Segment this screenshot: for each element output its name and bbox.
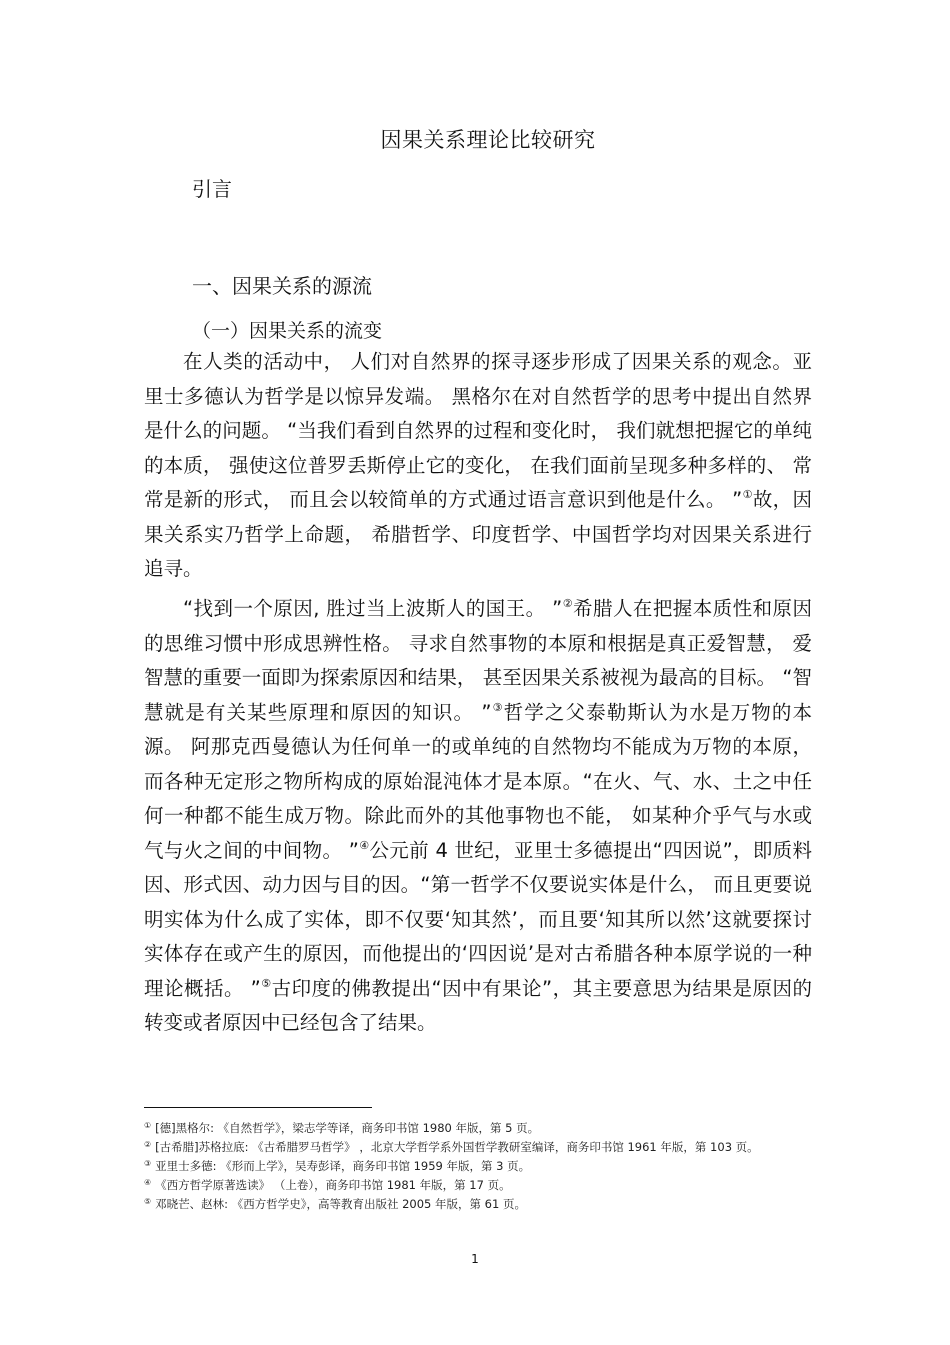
- footnote-divider: [144, 1107, 372, 1108]
- paragraph-text: 在人类的活动中， 人们对自然界的探寻逐步形成了因果关系的观念。亚里士多德认为哲学是以惊异发端。 黑格尔在对自然哲学的思考中提出自然界是什么的问题。 “当我们看到自然界的过程和变化时， 我们就想把握它的单纯的本质， 强使这位普罗丢斯停止它的变化， 在我们面前呈现多种多样的、 常常是新的形式， 而且会以较简单的方式通过语言意识到他是什么。 ”: [144, 350, 812, 511]
- paragraph-text: “找到一个原因, 胜过当上波斯人的国王。 ”: [183, 597, 563, 620]
- section-heading: 一、因果关系的源流: [192, 274, 372, 298]
- footnote-mark: ②: [144, 1140, 152, 1149]
- paragraph-text: 公元前 4 世纪，亚里士多德提出“四因说”，即质料因、形式因、动力因与目的因。“第一哲学不仅要说实体是什么， 而且更要说明实体为什么成了实体，即不仅要‘知其然’，而且要‘知其所以然’这就要探讨实体存在或产生的原因，而他提出的‘四因说’是对古希腊各种本原学说的一种理论概括。 ”: [144, 838, 812, 1000]
- footnote-ref[interactable]: ④: [358, 838, 370, 852]
- footnote-mark: ③: [144, 1159, 152, 1168]
- footnote-ref[interactable]: ⑤: [260, 976, 272, 990]
- paragraph-text: 哲学之父泰勒斯认为水是万物的本源。 阿那克西曼德认为任何单一的或单纯的自然物均不能成为万物的本原， 而各种无定形之物所构成的原始混沌体才是本原。“在火、气、水、土之中任何一种都不能生成万物。除此而外的其他事物也不能， 如某种介乎气与水或气与火之间的中间物。 ”: [144, 700, 812, 862]
- body-paragraph-2: [144, 592, 812, 1041]
- footnote-mark: ①: [144, 1121, 152, 1130]
- subsection-heading: （一）因果关系的流变: [192, 320, 383, 342]
- footnote-mark: ⑤: [144, 1197, 152, 1206]
- page-title: 因果关系理论比较研究: [380, 128, 596, 152]
- footnotes: [144, 1120, 812, 1215]
- footnote-item: [144, 1120, 812, 1136]
- footnote-mark: ④: [144, 1178, 152, 1187]
- footnote-text: [德]黑格尔: 《自然哲学》，梁志学等译，商务印书馆 1980 年版，第 5 页。: [155, 1121, 540, 1135]
- intro-heading: 引言: [192, 177, 232, 201]
- paragraph-text: 希腊人在把握本质性和原因的思维习惯中形成思辨性格。 寻求自然事物的本原和根据是真正爱智慧， 爱智慧的重要一面即为探索原因和结果， 甚至因果关系被视为最高的目标。 “智慧就是有关某些原理和原因的知识。 ”: [144, 597, 812, 724]
- footnote-item: [144, 1139, 812, 1155]
- paragraph-text: 故，因果关系实乃哲学上命题， 希腊哲学、印度哲学、中国哲学均对因果关系进行追寻。: [144, 488, 812, 580]
- footnote-item: [144, 1177, 812, 1193]
- footnote-item: [144, 1158, 812, 1174]
- footnote-text: 《西方哲学原著选读》 （上卷），商务印书馆 1981 年版，第 17 页。: [155, 1178, 511, 1192]
- footnote-ref[interactable]: ①: [742, 488, 753, 501]
- page-number: 1: [471, 1252, 479, 1266]
- footnote-text: 亚里士多德: 《形而上学》，吴寿彭译，商务印书馆 1959 年版，第 3 页。: [155, 1159, 531, 1173]
- footnote-item: [144, 1196, 812, 1212]
- footnote-ref[interactable]: ③: [491, 700, 504, 714]
- footnote-ref[interactable]: ②: [562, 597, 574, 610]
- footnote-text: 邓晓芒、赵林: 《西方哲学史》，高等教育出版社 2005 年版，第 61 页。: [155, 1197, 526, 1211]
- footnote-text: [古希腊]苏格拉底: 《古希腊罗马哲学》 ，北京大学哲学系外国哲学教研室编译，商务印书馆 1961 年版，第 103 页。: [155, 1140, 759, 1154]
- paragraph-text: 古印度的佛教提出“因中有果论”，其主要意思为结果是原因的转变或者原因中已经包含了结果。: [144, 976, 812, 1034]
- body-paragraph-1: [144, 345, 812, 587]
